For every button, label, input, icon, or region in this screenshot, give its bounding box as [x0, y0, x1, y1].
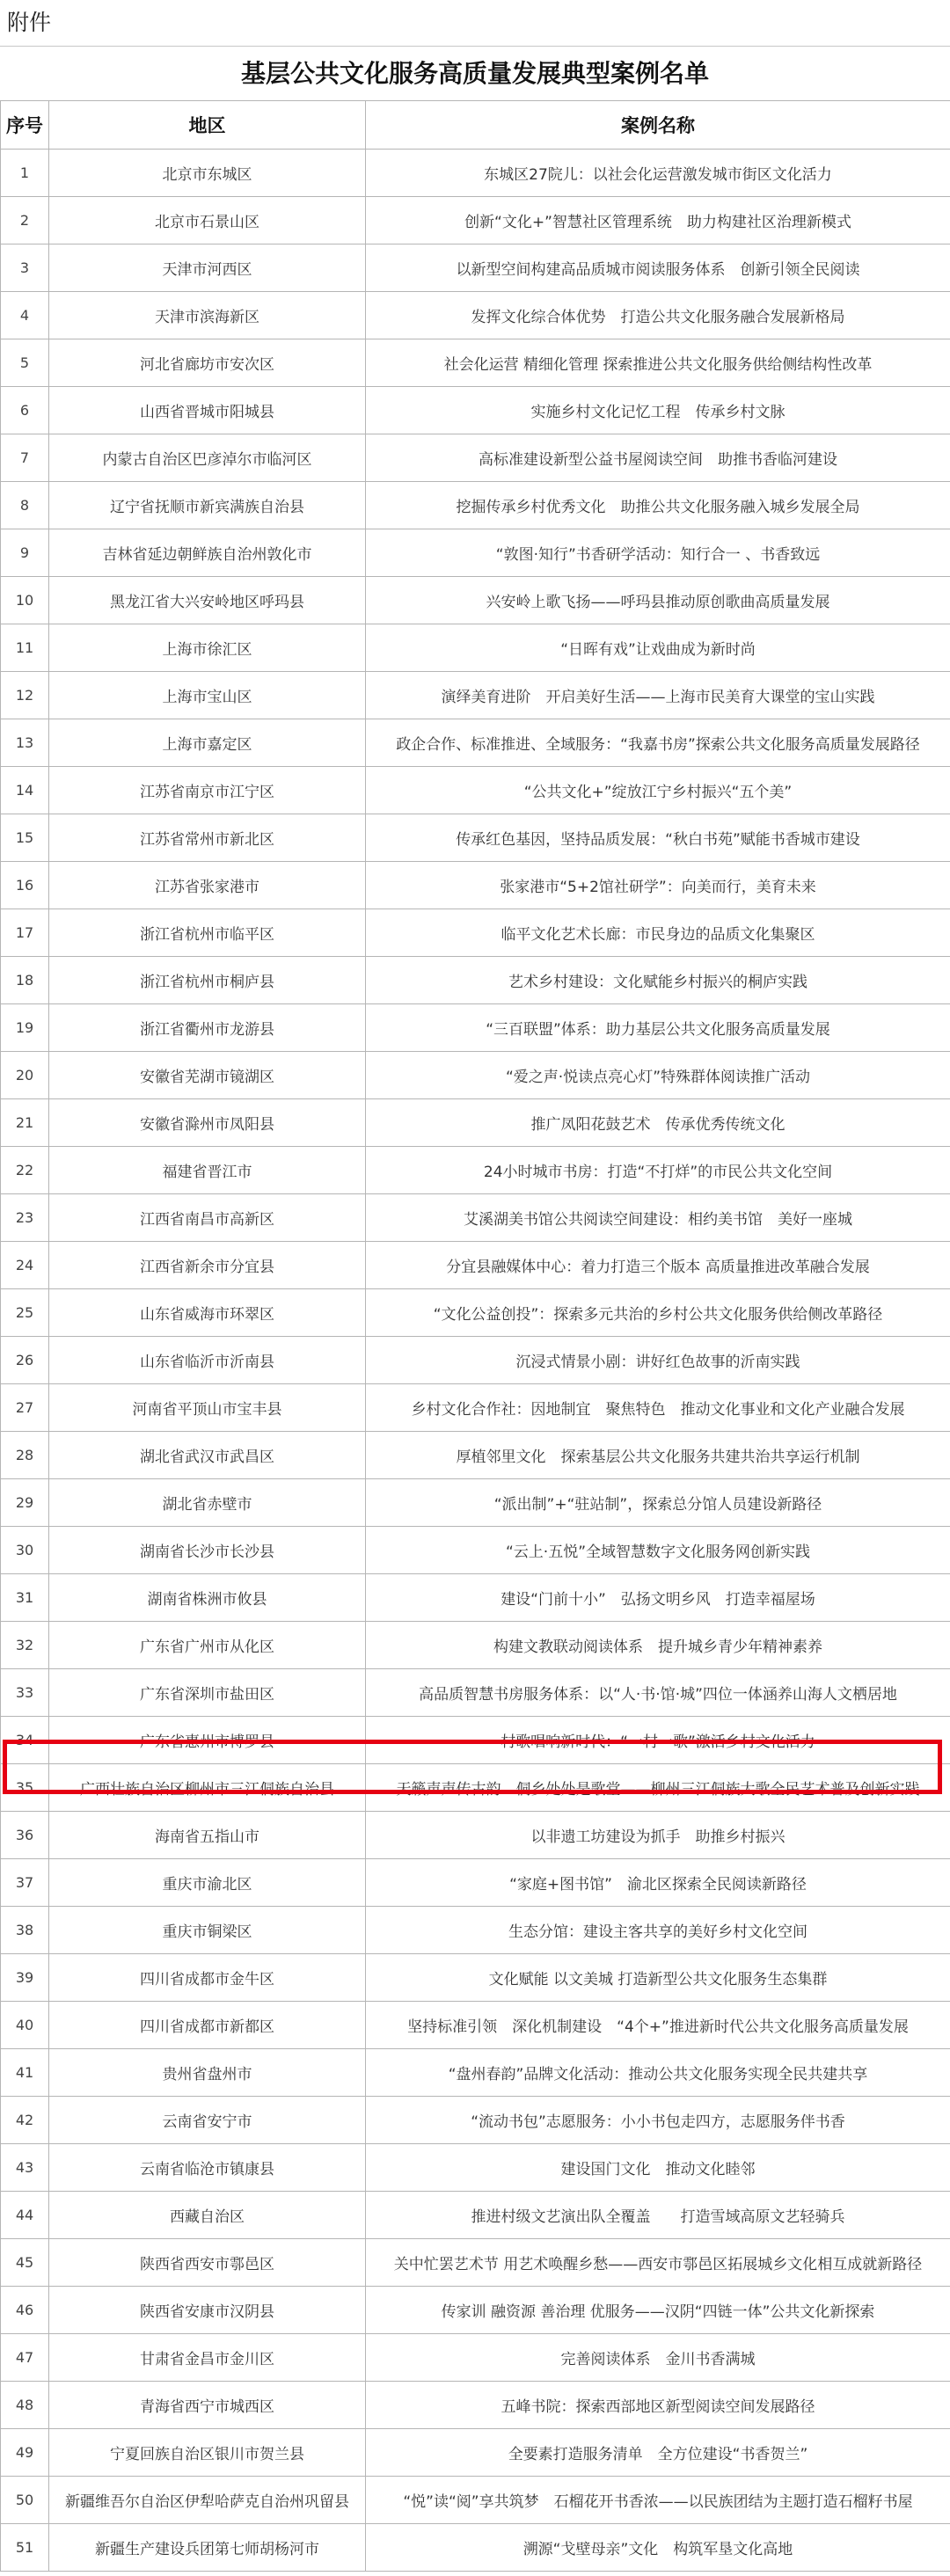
table-row — [1, 2144, 950, 2192]
table-row — [1, 1384, 950, 1432]
region-cell: 宁夏回族自治区银川市贺兰县 — [49, 2429, 366, 2477]
row-number-cell: 9 — [1, 529, 49, 577]
case-name-cell: 五峰书院：探索西部地区新型阅读空间发展路径 — [366, 2382, 950, 2429]
case-name-cell: 建设国门文化 推动文化睦邻 — [366, 2144, 950, 2192]
case-name-cell: 兴安岭上歌飞扬——呼玛县推动原创歌曲高质量发展 — [366, 577, 950, 624]
table-row — [1, 292, 950, 339]
case-name-cell: 村歌唱响新时代：“一村一歌”激活乡村文化活力 — [366, 1717, 950, 1764]
row-number-cell: 43 — [1, 2144, 49, 2192]
case-name-cell: 坚持标准引领 深化机制建设 “4个+”推进新时代公共文化服务高质量发展 — [366, 2002, 950, 2049]
row-number-cell: 50 — [1, 2477, 49, 2524]
region-cell: 安徽省芜湖市镜湖区 — [49, 1052, 366, 1099]
attachment-label: 附件 — [7, 10, 52, 35]
case-name-cell: 传承红色基因，坚持品质发展：“秋白书苑”赋能书香城市建设 — [366, 814, 950, 862]
table-row — [1, 2429, 950, 2477]
case-name-cell: 政企合作、标准推进、全域服务：“我嘉书房”探索公共文化服务高质量发展路径 — [366, 719, 950, 767]
table-row — [1, 1574, 950, 1622]
row-number-cell: 17 — [1, 909, 49, 957]
region-cell: 新疆维吾尔自治区伊犁哈萨克自治州巩留县 — [49, 2477, 366, 2524]
table-row — [1, 1337, 950, 1384]
table-row — [1, 529, 950, 577]
region-cell: 安徽省滁州市凤阳县 — [49, 1099, 366, 1147]
row-number-cell: 13 — [1, 719, 49, 767]
table-row — [1, 2239, 950, 2287]
table-row — [1, 1669, 950, 1717]
region-cell: 上海市嘉定区 — [49, 719, 366, 767]
table-row — [1, 1812, 950, 1859]
region-cell: 贵州省盘州市 — [49, 2049, 366, 2097]
case-name-cell: 社会化运营 精细化管理 探索推进公共文化服务供给侧结构性改革 — [366, 339, 950, 387]
region-cell: 河南省平顶山市宝丰县 — [49, 1384, 366, 1432]
table-row — [1, 2382, 950, 2429]
region-cell: 湖北省武汉市武昌区 — [49, 1432, 366, 1479]
row-number-cell: 3 — [1, 244, 49, 292]
region-cell: 广东省深圳市盐田区 — [49, 1669, 366, 1717]
region-cell: 湖南省株洲市攸县 — [49, 1574, 366, 1622]
row-number-cell: 45 — [1, 2239, 49, 2287]
case-name-cell: 发挥文化综合体优势 打造公共文化服务融合发展新格局 — [366, 292, 950, 339]
region-cell: 江苏省常州市新北区 — [49, 814, 366, 862]
case-name-cell: 推广凤阳花鼓艺术 传承优秀传统文化 — [366, 1099, 950, 1147]
region-cell: 山东省威海市环翠区 — [49, 1289, 366, 1337]
table-row — [1, 482, 950, 529]
region-cell: 甘肃省金昌市金川区 — [49, 2334, 366, 2382]
row-number-cell: 42 — [1, 2097, 49, 2144]
region-cell: 浙江省衢州市龙游县 — [49, 1004, 366, 1052]
column-header-number: 序号 — [1, 101, 49, 150]
row-number-cell: 14 — [1, 767, 49, 814]
row-number-cell: 34 — [1, 1717, 49, 1764]
table-row — [1, 434, 950, 482]
case-name-cell: 溯源“戈壁母亲”文化 构筑军垦文化高地 — [366, 2524, 950, 2572]
table-row — [1, 2477, 950, 2524]
row-number-cell: 8 — [1, 482, 49, 529]
region-cell: 浙江省杭州市桐庐县 — [49, 957, 366, 1004]
table-row — [1, 2049, 950, 2097]
table-row — [1, 2097, 950, 2144]
case-list-table — [0, 100, 950, 2572]
table-row — [1, 957, 950, 1004]
row-number-cell: 16 — [1, 862, 49, 909]
region-cell: 陕西省西安市鄠邑区 — [49, 2239, 366, 2287]
row-number-cell: 18 — [1, 957, 49, 1004]
table-row — [1, 1622, 950, 1669]
row-number-cell: 40 — [1, 2002, 49, 2049]
row-number-cell: 4 — [1, 292, 49, 339]
row-number-cell: 1 — [1, 150, 49, 197]
case-name-cell: “日晖有戏”让戏曲成为新时尚 — [366, 624, 950, 672]
case-name-cell: 建设“门前十小” 弘扬文明乡风 打造幸福屋场 — [366, 1574, 950, 1622]
region-cell: 江苏省张家港市 — [49, 862, 366, 909]
header-divider — [0, 46, 950, 47]
table-row — [1, 1004, 950, 1052]
region-cell: 北京市石景山区 — [49, 197, 366, 244]
region-cell: 广东省惠州市博罗县 — [49, 1717, 366, 1764]
region-cell: 广东省广州市从化区 — [49, 1622, 366, 1669]
case-name-cell: 临平文化艺术长廊：市民身边的品质文化集聚区 — [366, 909, 950, 957]
case-name-cell: “敦图·知行”书香研学活动：知行合一 、书香致远 — [366, 529, 950, 577]
case-name-cell: 文化赋能 以文美城 打造新型公共文化服务生态集群 — [366, 1954, 950, 2002]
row-number-cell: 37 — [1, 1859, 49, 1907]
row-number-cell: 25 — [1, 1289, 49, 1337]
row-number-cell: 22 — [1, 1147, 49, 1194]
table-row — [1, 1527, 950, 1574]
table-row — [1, 1147, 950, 1194]
table-row — [1, 387, 950, 434]
table-row — [1, 1052, 950, 1099]
case-name-cell: 厚植邻里文化 探索基层公共文化服务共建共治共享运行机制 — [366, 1432, 950, 1479]
case-name-cell: “派出制”+“驻站制”，探索总分馆人员建设新路径 — [366, 1479, 950, 1527]
region-cell: 江西省南昌市高新区 — [49, 1194, 366, 1242]
row-number-cell: 12 — [1, 672, 49, 719]
row-number-cell: 28 — [1, 1432, 49, 1479]
case-name-cell: 构建文教联动阅读体系 提升城乡青少年精神素养 — [366, 1622, 950, 1669]
row-number-cell: 2 — [1, 197, 49, 244]
table-row — [1, 2334, 950, 2382]
case-name-cell: “家庭+图书馆” 渝北区探索全民阅读新路径 — [366, 1859, 950, 1907]
table-row — [1, 1717, 950, 1764]
case-name-cell: 东城区27院儿：以社会化运营激发城市街区文化活力 — [366, 150, 950, 197]
region-cell: 天津市河西区 — [49, 244, 366, 292]
row-number-cell: 11 — [1, 624, 49, 672]
row-number-cell: 35 — [1, 1764, 49, 1812]
case-name-cell: “文化公益创投”：探索多元共治的乡村公共文化服务供给侧改革路径 — [366, 1289, 950, 1337]
row-number-cell: 7 — [1, 434, 49, 482]
region-cell: 西藏自治区 — [49, 2192, 366, 2239]
row-number-cell: 41 — [1, 2049, 49, 2097]
column-header-case-name: 案例名称 — [366, 101, 950, 150]
region-cell: 福建省晋江市 — [49, 1147, 366, 1194]
row-number-cell: 29 — [1, 1479, 49, 1527]
document-title: 基层公共文化服务高质量发展典型案例名单 — [240, 59, 709, 88]
row-number-cell: 32 — [1, 1622, 49, 1669]
case-name-cell: 艾溪湖美书馆公共阅读空间建设：相约美书馆 美好一座城 — [366, 1194, 950, 1242]
table-row — [1, 1907, 950, 1954]
case-name-cell: 以新型空间构建高品质城市阅读服务体系 创新引领全民阅读 — [366, 244, 950, 292]
row-number-cell: 19 — [1, 1004, 49, 1052]
table-row — [1, 577, 950, 624]
table-row — [1, 197, 950, 244]
case-name-cell: 天籁声声传古韵 侗乡处处是歌堂——柳州三江侗族大歌全民艺术普及创新实践 — [366, 1764, 950, 1812]
region-cell: 重庆市渝北区 — [49, 1859, 366, 1907]
case-name-cell: 完善阅读体系 金川书香满城 — [366, 2334, 950, 2382]
case-name-cell: 创新“文化+”智慧社区管理系统 助力构建社区治理新模式 — [366, 197, 950, 244]
row-number-cell: 5 — [1, 339, 49, 387]
region-cell: 四川省成都市金牛区 — [49, 1954, 366, 2002]
row-number-cell: 20 — [1, 1052, 49, 1099]
region-cell: 新疆生产建设兵团第七师胡杨河市 — [49, 2524, 366, 2572]
case-name-cell: 全要素打造服务清单 全方位建设“书香贺兰” — [366, 2429, 950, 2477]
case-name-cell: 乡村文化合作社：因地制宜 聚焦特色 推动文化事业和文化产业融合发展 — [366, 1384, 950, 1432]
row-number-cell: 38 — [1, 1907, 49, 1954]
table-row — [1, 1479, 950, 1527]
table-row — [1, 1194, 950, 1242]
region-cell: 浙江省杭州市临平区 — [49, 909, 366, 957]
table-row — [1, 2192, 950, 2239]
row-number-cell: 10 — [1, 577, 49, 624]
row-number-cell: 49 — [1, 2429, 49, 2477]
table-row — [1, 1242, 950, 1289]
case-name-cell: 高品质智慧书房服务体系：以“人·书·馆·城”四位一体涵养山海人文栖居地 — [366, 1669, 950, 1717]
region-cell: 海南省五指山市 — [49, 1812, 366, 1859]
case-name-cell: “三百联盟”体系：助力基层公共文化服务高质量发展 — [366, 1004, 950, 1052]
row-number-cell: 15 — [1, 814, 49, 862]
table-row — [1, 624, 950, 672]
table-row — [1, 909, 950, 957]
row-number-cell: 23 — [1, 1194, 49, 1242]
case-name-cell: 实施乡村文化记忆工程 传承乡村文脉 — [366, 387, 950, 434]
table-row — [1, 672, 950, 719]
row-number-cell: 24 — [1, 1242, 49, 1289]
case-name-cell: 艺术乡村建设：文化赋能乡村振兴的桐庐实践 — [366, 957, 950, 1004]
case-name-cell: 分宜县融媒体中心：着力打造三个版本 高质量推进改革融合发展 — [366, 1242, 950, 1289]
table-row — [1, 1764, 950, 1812]
table-row — [1, 862, 950, 909]
table-row — [1, 1954, 950, 2002]
case-name-cell: 24小时城市书房：打造“不打烊”的市民公共文化空间 — [366, 1147, 950, 1194]
table-row — [1, 150, 950, 197]
case-name-cell: “悦”读“阅”享共筑梦 石榴花开书香浓——以民族团结为主题打造石榴籽书屋 — [366, 2477, 950, 2524]
column-header-region: 地区 — [49, 101, 366, 150]
case-name-cell: “云上·五悦”全域智慧数字文化服务网创新实践 — [366, 1527, 950, 1574]
table-header-row — [1, 101, 950, 150]
region-cell: 吉林省延边朝鲜族自治州敦化市 — [49, 529, 366, 577]
region-cell: 山西省晋城市阳城县 — [49, 387, 366, 434]
row-number-cell: 6 — [1, 387, 49, 434]
case-name-cell: 传家训 融资源 善治理 优服务——汉阴“四链一体”公共文化新探索 — [366, 2287, 950, 2334]
row-number-cell: 51 — [1, 2524, 49, 2572]
table-row — [1, 719, 950, 767]
region-cell: 上海市宝山区 — [49, 672, 366, 719]
case-name-cell: 以非遗工坊建设为抓手 助推乡村振兴 — [366, 1812, 950, 1859]
case-name-cell: 张家港市“5+2馆社研学”：向美而行，美育未来 — [366, 862, 950, 909]
table-row — [1, 767, 950, 814]
table-row — [1, 339, 950, 387]
case-name-cell: 生态分馆：建设主客共享的美好乡村文化空间 — [366, 1907, 950, 1954]
table-row — [1, 1099, 950, 1147]
region-cell: 湖北省赤壁市 — [49, 1479, 366, 1527]
table-row — [1, 2524, 950, 2572]
table-row — [1, 814, 950, 862]
table-row — [1, 2002, 950, 2049]
region-cell: 湖南省长沙市长沙县 — [49, 1527, 366, 1574]
region-cell: 四川省成都市新都区 — [49, 2002, 366, 2049]
row-number-cell: 47 — [1, 2334, 49, 2382]
case-name-cell: 沉浸式情景小剧：讲好红色故事的沂南实践 — [366, 1337, 950, 1384]
region-cell: 重庆市铜梁区 — [49, 1907, 366, 1954]
region-cell: 黑龙江省大兴安岭地区呼玛县 — [49, 577, 366, 624]
table-row — [1, 1289, 950, 1337]
region-cell: 云南省安宁市 — [49, 2097, 366, 2144]
region-cell: 陕西省安康市汉阴县 — [49, 2287, 366, 2334]
case-name-cell: “盘州春韵”品牌文化活动：推动公共文化服务实现全民共建共享 — [366, 2049, 950, 2097]
row-number-cell: 27 — [1, 1384, 49, 1432]
region-cell: 天津市滨海新区 — [49, 292, 366, 339]
row-number-cell: 48 — [1, 2382, 49, 2429]
table-row — [1, 2287, 950, 2334]
table-row — [1, 1432, 950, 1479]
region-cell: 内蒙古自治区巴彦淖尔市临河区 — [49, 434, 366, 482]
row-number-cell: 44 — [1, 2192, 49, 2239]
row-number-cell: 30 — [1, 1527, 49, 1574]
case-name-cell: 关中忙罢艺术节 用艺术唤醒乡愁——西安市鄠邑区拓展城乡文化相互成就新路径 — [366, 2239, 950, 2287]
region-cell: 江苏省南京市江宁区 — [49, 767, 366, 814]
case-name-cell: 推进村级文艺演出队全覆盖 打造雪域高原文艺轻骑兵 — [366, 2192, 950, 2239]
case-name-cell: “流动书包”志愿服务：小小书包走四方，志愿服务伴书香 — [366, 2097, 950, 2144]
row-number-cell: 31 — [1, 1574, 49, 1622]
region-cell: 上海市徐汇区 — [49, 624, 366, 672]
row-number-cell: 46 — [1, 2287, 49, 2334]
region-cell: 山东省临沂市沂南县 — [49, 1337, 366, 1384]
table-row — [1, 1859, 950, 1907]
table-row — [1, 244, 950, 292]
region-cell: 江西省新余市分宜县 — [49, 1242, 366, 1289]
case-name-cell: “公共文化+”绽放江宁乡村振兴“五个美” — [366, 767, 950, 814]
region-cell: 北京市东城区 — [49, 150, 366, 197]
row-number-cell: 33 — [1, 1669, 49, 1717]
row-number-cell: 21 — [1, 1099, 49, 1147]
row-number-cell: 36 — [1, 1812, 49, 1859]
row-number-cell: 26 — [1, 1337, 49, 1384]
region-cell: 辽宁省抚顺市新宾满族自治县 — [49, 482, 366, 529]
region-cell: 青海省西宁市城西区 — [49, 2382, 366, 2429]
row-number-cell: 39 — [1, 1954, 49, 2002]
case-name-cell: 演绎美育进阶 开启美好生活——上海市民美育大课堂的宝山实践 — [366, 672, 950, 719]
region-cell: 云南省临沧市镇康县 — [49, 2144, 366, 2192]
region-cell: 广西壮族自治区柳州市三江侗族自治县 — [49, 1764, 366, 1812]
region-cell: 河北省廊坊市安次区 — [49, 339, 366, 387]
case-name-cell: 高标准建设新型公益书屋阅读空间 助推书香临河建设 — [366, 434, 950, 482]
case-name-cell: “爱之声·悦读点亮心灯”特殊群体阅读推广活动 — [366, 1052, 950, 1099]
case-name-cell: 挖掘传承乡村优秀文化 助推公共文化服务融入城乡发展全局 — [366, 482, 950, 529]
